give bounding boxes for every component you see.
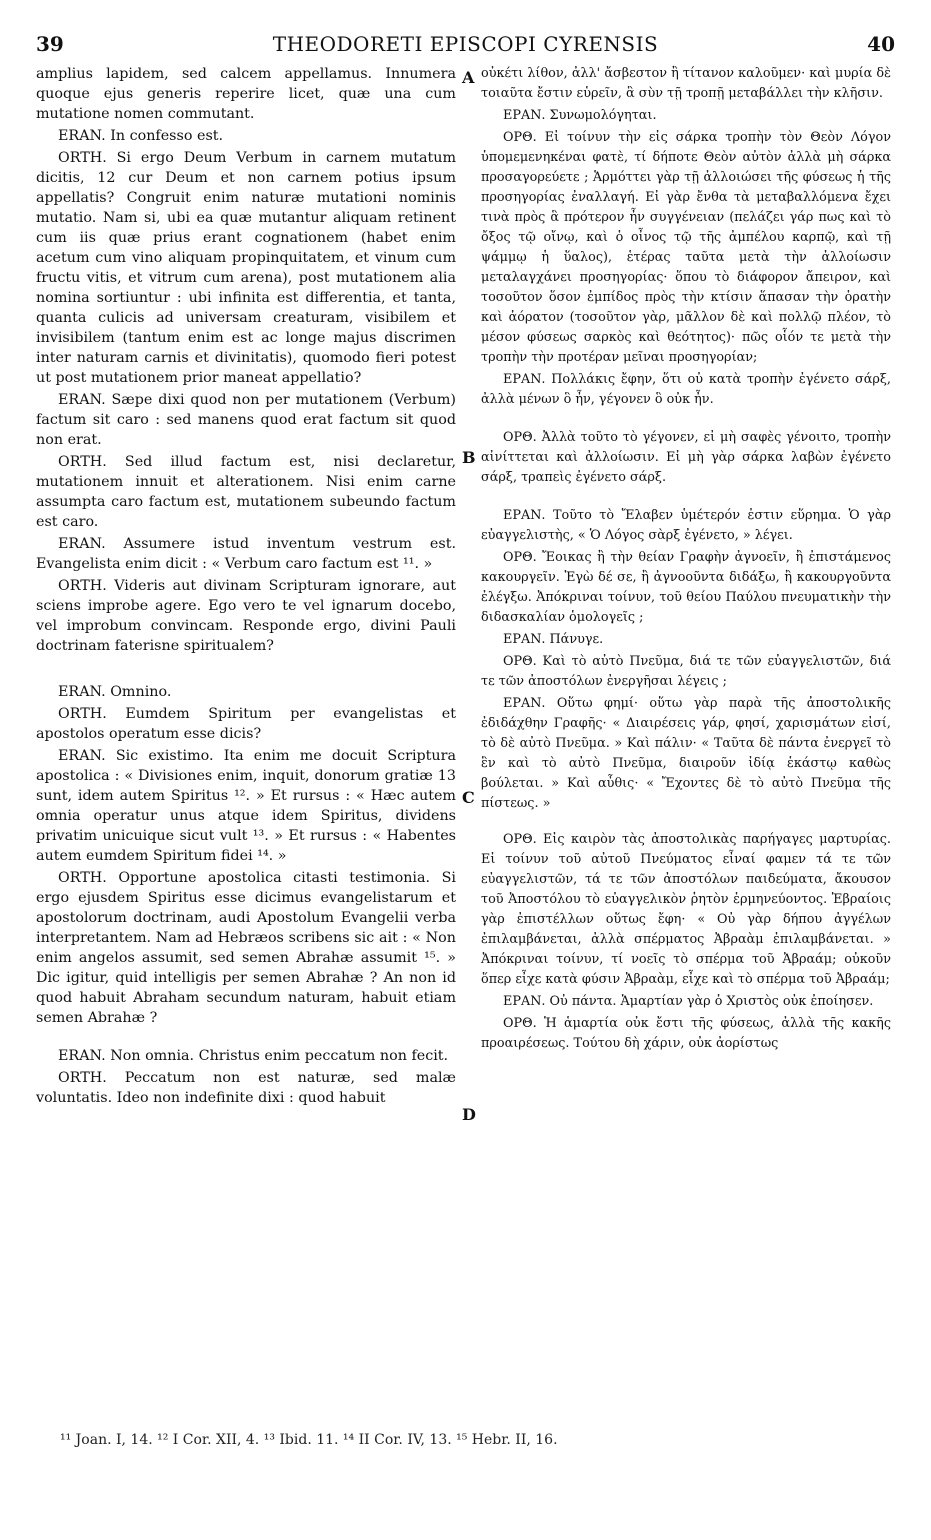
latin-paragraph: ERAN. In confesso est. (58, 128, 224, 144)
latin-paragraph: amplius lapidem, sed calcem appellamus. Innumera quoque ejus generis reperire licet, quæ una cum mutatione nomen commutant. (36, 66, 456, 122)
latin-paragraph: ERAN. Non omnia. Christus enim peccatum non fecit. (58, 1048, 449, 1064)
greek-paragraph: ΟΡΘ. Εἰς καιρὸν τὰς ἀποστολικὰς παρήγαγες μαρτυρίας. Εἰ τοίνυν τοῦ αὐτοῦ Πνεύματος εἶναί φαμεν τά τε τῶν εὐαγγελιστῶν, τά τε τῶν ἀποστόλων παιδεύματα, ἄκουσον τοῦ Ἀποστόλου τὸ εὐαγγελικὸν ῥητὸν ἑρμηνεύοντος. Ἑβραίοις γὰρ ἐπιστέλλων οὕτως ἔφη· « Οὐ γὰρ δήπου ἀγγέλων ἐπιλαμβάνεται, ἀλλὰ σπέρματος Ἀβραὰμ ἐπιλαμβάνεται. » Ἀπόκριναι τοίνυν, τί νοεῖς τὸ σπέρμα τοῦ Ἀβραάμ; οὐκοῦν ὅπερ εἶχε κατὰ φύσιν Ἀβραὰμ, εἶχε καὶ τὸ σπέρμα τοῦ Ἀβραάμ; (481, 832, 891, 987)
greek-paragraph: ΕΡΑΝ. Συνωμολόγηται. (503, 108, 657, 123)
greek-paragraph: ΕΡΑΝ. Πάνυγε. (503, 632, 604, 647)
section-marker-d: D (462, 1105, 476, 1124)
latin-paragraph: ERAN. Omnino. (58, 684, 172, 700)
greek-paragraph: ΟΡΘ. Ἀλλὰ τοῦτο τὸ γέγονεν, εἰ μὴ σαφὲς γένοιτο, τροπὴν αἰνίττεται καὶ ἀλλοίωσιν. Εἰ μὴ γὰρ σάρκα λαβὼν ἐγένετο σάρξ, τραπεὶς ἐγένετο σάρξ. (481, 430, 891, 485)
section-marker-a: A (462, 68, 475, 87)
footnotes: ¹¹ Joan. I, 14. ¹² I Cor. XII, 4. ¹³ Ibid. 11. ¹⁴ II Cor. IV, 13. ¹⁵ Hebr. II, 16. (60, 1432, 558, 1448)
greek-paragraph: ΟΡΘ. Καὶ τὸ αὐτὸ Πνεῦμα, διά τε τῶν εὐαγγελιστῶν, διά τε τῶν ἀποστόλων ἐνεργῆσαι λέγεις ; (481, 654, 891, 689)
greek-paragraph: ΟΡΘ. Ἔοικας ἢ τὴν θείαν Γραφὴν ἀγνοεῖν, ἢ ἐπιστάμενος κακουργεῖν. Ἐγὼ δέ σε, ἢ ἀγνοοῦντα διδάξω, ἢ κακουργοῦντα ἐλέγξω. Ἀπόκριναι τοίνυν, τοῦ θείου Παύλου πνευματικὴν τὴν διδασκαλίαν ὁμολογεῖς ; (481, 550, 891, 625)
greek-paragraph: ΕΡΑΝ. Πολλάκις ἔφην, ὅτι οὐ κατὰ τροπὴν ἐγένετο σάρξ, ἀλλὰ μένων ὃ ἦν, γέγονεν ὃ οὐκ ἦν. (481, 372, 891, 407)
section-marker-c: C (462, 788, 475, 807)
greek-paragraph: ΕΡΑΝ. Οὕτω φημί· οὕτω γὰρ παρὰ τῆς ἀποστολικῆς ἐδιδάχθην Γραφῆς· « Διαιρέσεις γάρ, φησί, χαρισμάτων εἰσί, τὸ δὲ αὐτὸ Πνεῦμα. » Καὶ πάλιν· « Ταῦτα δὲ πάντα ἐνεργεῖ τὸ ἓν καὶ τὸ αὐτὸ Πνεῦμα, διαιροῦν ἰδίᾳ ἑκάστῳ καθὼς βούλεται. » Καὶ αὖθις· « Ἔχοντες δὲ τὸ αὐτὸ Πνεῦμα τῆς πίστεως. » (481, 696, 891, 811)
latin-paragraph: ERAN. Assumere istud inventum vestrum est. Evangelista enim dicit : « Verbum caro factum est ¹¹. » (36, 536, 456, 572)
greek-paragraph: ΕΡΑΝ. Οὐ πάντα. Ἁμαρτίαν γὰρ ὁ Χριστὸς οὐκ ἐποίησεν. (503, 994, 874, 1009)
greek-paragraph: ΟΡΘ. Ἡ ἁμαρτία οὐκ ἔστι τῆς φύσεως, ἀλλὰ τῆς κακῆς προαιρέσεως. Τούτου δὴ χάριν, οὐκ ἀορίστως (481, 1016, 891, 1051)
left-page-number: 39 (36, 32, 64, 56)
latin-paragraph: ERAN. Sic existimo. Ita enim me docuit Scriptura apostolica : « Divisiones enim, inquit, donorum gratiæ 13 sunt, idem autem Spiritus ¹². » Et rursus : « Hæc autem omnia operatur unus atque idem Spiritus, dividens privatim unicuique sicut vult ¹³. » Et rursus : « Habentes autem eumdem Spiritum fidei ¹⁴. » (36, 748, 456, 864)
greek-paragraph: ΕΡΑΝ. Τοῦτο τὸ Ἔλαβεν ὑμέτερόν ἐστιν εὕρημα. Ὁ γὰρ εὐαγγελιστὴς, « Ὁ Λόγος σὰρξ ἐγένετο, » λέγει. (481, 508, 891, 543)
running-title: THEODORETI EPISCOPI CYRENSIS (272, 32, 659, 56)
greek-paragraph: ΟΡΘ. Εἰ τοίνυν τὴν εἰς σάρκα τροπὴν τὸν Θεὸν Λόγον ὑπομεμενηκέναι φατὲ, τί δήποτε Θεὸν αὐτὸν ἀλλὰ μὴ σάρκα προσαγορεύετε ; Ἁρμόττει γὰρ τῇ ἀλλοιώσει τῆς φύσεως ἡ τῆς προσηγορίας ἐναλλαγή. Εἰ γὰρ ἔνθα τὰ μεταβαλλόμενα ἔχει τινὰ πρὸς ἃ πρότερον ἦν συγγένειαν (πελάζει γάρ πως καὶ τὸ ὄξος τῷ οἴνῳ, καὶ ὁ οἶνος τῷ τῆς ἀμπέλου καρπῷ, καὶ τῇ ψάμμῳ ἡ ὕαλος), ἑτέρας ταῦτα μετὰ τὴν ἀλλοίωσιν μεταλαγχάνει προσηγορίας· ὅπου τὸ διάφορον ἄπειρον, καὶ τοσοῦτον ὅσον ἐμπίδος πρὸς τὴν κτίσιν ἅπασαν τὴν ὁρατὴν καὶ ἀόρατον (τοσοῦτον γὰρ, μᾶλλον δὲ καὶ πολλῷ πλέον, τὸ μέσον φύσεως σαρκὸς καὶ θεότητος)· πῶς οἷόν τε μετὰ τὴν τροπὴν τὴν προτέραν μεῖναι προσηγορίαν; (481, 130, 891, 365)
latin-paragraph: ORTH. Sed illud factum est, nisi declaretur, mutationem innuit et alterationem. Nisi enim carne assumpta caro factum est, mutationem subeundo factum est caro. (36, 454, 456, 530)
section-marker-b: B (462, 448, 476, 467)
running-header (36, 32, 895, 62)
latin-column (36, 64, 456, 1110)
latin-paragraph: ORTH. Si ergo Deum Verbum in carnem mutatum dicitis, 12 cur Deum et non carnem potius ipsum appellatis? Congruit enim naturæ mutationi nominis mutatio. Nam si, ubi ea quæ mutantur aliquam retinent cum iis quæ prius erant cognationem (habet enim acetum cum vino aliquam propinquitatem, et vinum cum fructu vitis, et vitrum cum arena), post mutationem alia nomina sortiuntur : ubi infinita est differentia, et tanta, quanta culicis ad universam creaturam, visibilem et invisibilem (tantum enim est ac longe majus discrimen inter naturam carnis et divinitatis), quomodo fieri potest ut post mutationem prior maneat appellatio? (36, 150, 456, 386)
latin-paragraph: ORTH. Videris aut divinam Scripturam ignorare, aut sciens improbe agere. Ego vero te vel ignarum docebo, vel improbum convincam. Responde ergo, divini Pauli doctrinam faterisne spiritualem? (36, 578, 456, 654)
latin-paragraph: ORTH. Eumdem Spiritum per evangelistas et apostolos operatum esse dicis? (36, 706, 456, 742)
greek-paragraph: οὐκέτι λίθον, ἀλλ' ἄσβεστον ἢ τίτανον καλοῦμεν· καὶ μυρία δὲ τοιαῦτα ἔστιν εὑρεῖν, ἃ σὺν τῇ τροπῇ μεταβάλλει τὴν κλῆσιν. (481, 66, 891, 101)
greek-column (481, 64, 891, 1056)
latin-paragraph: ORTH. Peccatum non est naturæ, sed malæ voluntatis. Ideo non indefinite dixi : quod habuit (36, 1070, 456, 1106)
latin-paragraph: ERAN. Sæpe dixi quod non per mutationem (Verbum) factum sit caro : sed manens quod erat factum sit quod non erat. (36, 392, 456, 448)
latin-paragraph: ORTH. Opportune apostolica citasti testimonia. Si ergo ejusdem Spiritus esse dicimus evangelistarum et apostolorum doctrinam, audi Apostolum Evangelii verba interpretantem. Nam ad Hebræos scribens sic ait : « Non enim angelos assumit, sed semen Abrahæ assumit ¹⁵. » Dic igitur, quid intelligis per semen Abrahæ ? An non id quod habuit Abraham secundum naturam, habuit etiam semen Abrahæ ? (36, 870, 456, 1026)
right-page-number: 40 (867, 32, 895, 56)
